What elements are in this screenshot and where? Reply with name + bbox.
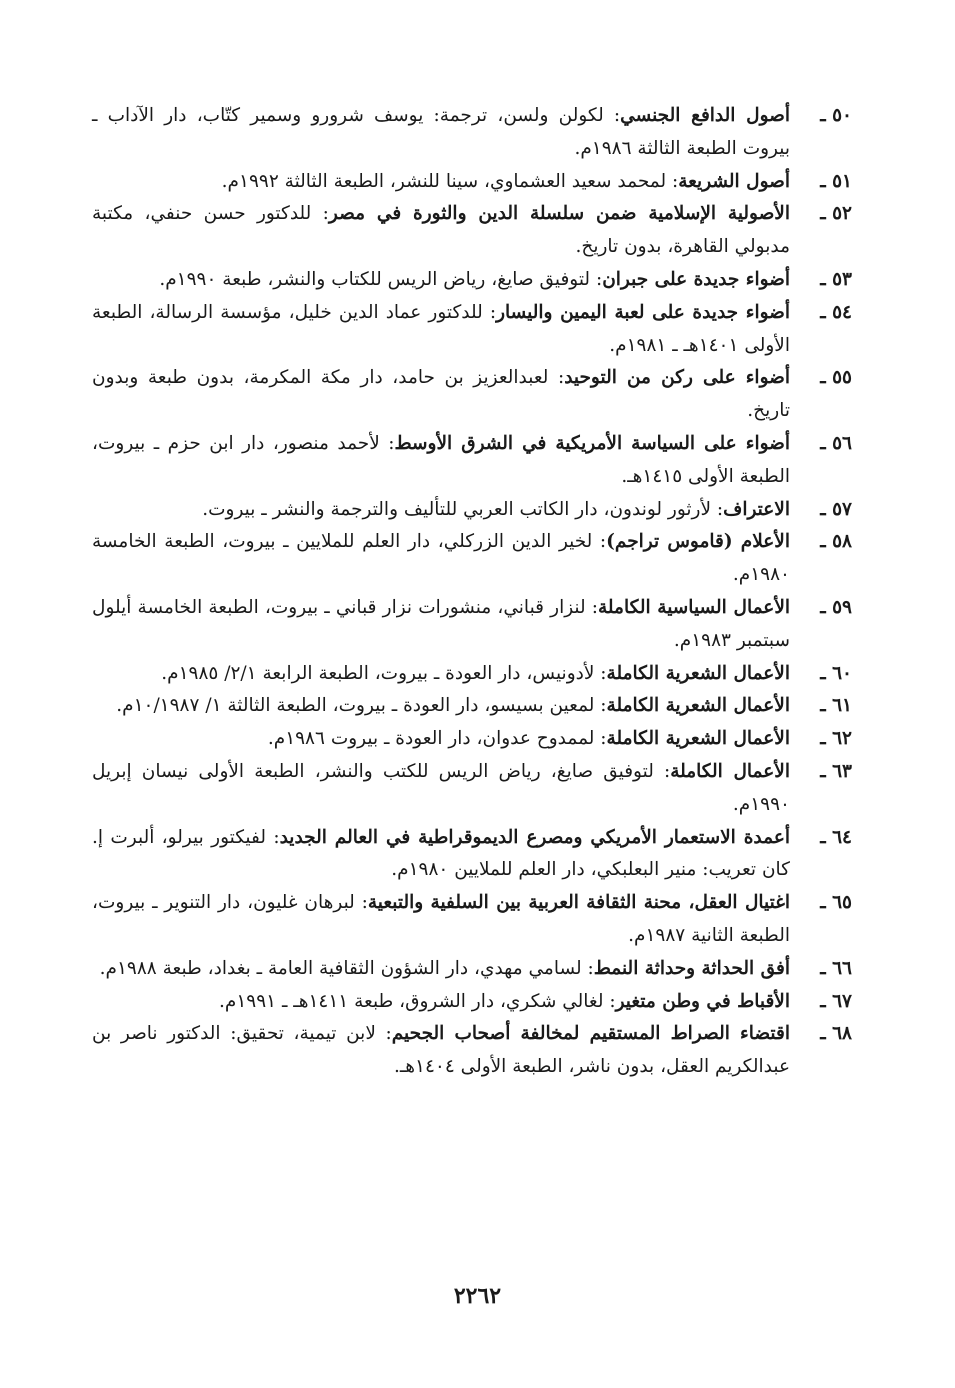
bibliography-list: [92, 100, 852, 1084]
entry-title: أفق الحداثة وحداثة النمط: [593, 957, 790, 979]
entry-title: الأعلام (قاموس تراجم): [606, 531, 790, 553]
entry-number: ٦٨ ـ: [820, 1023, 852, 1045]
entry-number: ٦٦ ـ: [820, 957, 852, 979]
entry-title: الأعمال السياسية الكاملة: [598, 596, 791, 618]
entry-title: الأصولية الإسلامية ضمن سلسلة الدين والثورة في مصر: [328, 203, 790, 225]
bibliography-entry: [92, 428, 852, 494]
entry-details: : لمعين بسيسو، دار العودة ـ بيروت، الطبعة الثالثة ١/ ١٠/١٩٨٧م.: [116, 695, 607, 717]
entry-title: الأعمال الشعرية الكاملة: [606, 662, 790, 684]
bibliography-entry: [92, 658, 852, 691]
entry-details: : لكولن ولسن، ترجمة: يوسف شرورو وسمير كتّاب، دار الآداب ـ بيروت الطبعة الثالثة ١٩٨٦م.: [92, 105, 790, 159]
entry-number: ٥٨ ـ: [820, 531, 852, 553]
bibliography-entry: [92, 362, 852, 428]
bibliography-entry: [92, 100, 852, 166]
entry-title: الاعتراف: [723, 498, 790, 520]
entry-number: ٥٠ ـ: [820, 105, 852, 126]
entry-details: : لمحمد سعيد العشماوي، سينا للنشر، الطبعة الثالثة ١٩٩٢م.: [221, 170, 679, 192]
entry-title: الأعمال الشعرية الكاملة: [606, 728, 790, 750]
entry-number: ٥٧ ـ: [820, 498, 852, 520]
bibliography-entry: [92, 264, 852, 297]
bibliography-entry: [92, 690, 852, 723]
entry-number: ٥٣ ـ: [820, 268, 852, 290]
bibliography-entry: [92, 592, 852, 658]
entry-title: أضواء على السياسة الأمريكية في الشرق الأوسط: [394, 432, 790, 454]
bibliography-entry: [92, 198, 852, 264]
bibliography-entry: [92, 887, 852, 953]
bibliography-entry: [92, 723, 852, 756]
entry-title: أصول الشريعة: [678, 170, 790, 192]
bibliography-entry: [92, 756, 852, 822]
bibliography-entry: [92, 166, 852, 199]
entry-title: اقتضاء الصراط المستقيم لمخالفة أصحاب الجحيم: [391, 1023, 790, 1045]
entry-number: ٥٦ ـ: [820, 432, 852, 454]
entry-number: ٦٠ ـ: [820, 662, 852, 684]
entry-number: ٦١ ـ: [820, 695, 852, 717]
bibliography-entry: [92, 822, 852, 888]
entry-number: ٦٥ ـ: [820, 892, 852, 914]
entry-details: : لأحمد منصور، دار ابن حزم ـ بيروت، الطبعة الأولى ١٤١٥هـ.: [92, 432, 790, 487]
bibliography-entry: [92, 986, 852, 1019]
entry-number: ٥١ ـ: [820, 170, 852, 192]
bibliography-entry: [92, 526, 852, 592]
entry-details: : لابن تيمية، تحقيق: الدكتور ناصر بن عبدالكريم العقل، بدون ناشر، الطبعة الأولى ١٤٠٤هـ.: [92, 1023, 790, 1078]
entry-number: ٦٢ ـ: [820, 728, 852, 750]
page-number: ٢٢٦٢: [453, 1283, 502, 1309]
entry-details: : لسامي مهدي، دار الشؤون الثقافية العامة ـ بغداد، طبعة ١٩٨٨م.: [99, 957, 594, 979]
entry-details: : لبرهان غليون، دار التنوير ـ بيروت، الطبعة الثانية ١٩٨٧م.: [92, 892, 790, 946]
entry-title: الأعمال الشعرية الكاملة: [606, 695, 790, 717]
bibliography-entry: [92, 297, 852, 363]
entry-details: : لعبدالعزيز بن حامد، دار مكة المكرمة، بدون طبعة وبدون تاريخ.: [92, 367, 790, 422]
entry-title: الأعمال الكاملة: [670, 760, 790, 782]
entry-number: ٦٧ ـ: [820, 990, 852, 1012]
entry-number: ٥٤ ـ: [820, 301, 852, 323]
entry-number: ٥٥ ـ: [820, 367, 852, 389]
entry-number: ٥٢ ـ: [820, 203, 852, 225]
entry-title: أصول الدافع الجنسي: [620, 105, 790, 126]
entry-details: : لتوفيق صايغ، رياض الريس للكتب والنشر، الطبعة الأولى نيسان إبريل ١٩٩٠م.: [92, 760, 790, 815]
entry-title: أضواء جديدة على جبران: [602, 268, 790, 290]
entry-title: الأقباط في وطن متغير: [615, 990, 790, 1012]
entry-details: : لأرثور لوندون، دار الكاتب العربي للتأليف والترجمة والنشر ـ بيروت.: [202, 498, 724, 520]
entry-title: اغتيال العقل، محنة الثقافة العربية بين السلفية والتبعية: [367, 892, 791, 914]
entry-details: : لنزار قباني، منشورات نزار قباني ـ بيروت، الطبعة الخامسة أيلول سبتمبر ١٩٨٣م.: [92, 596, 790, 651]
entry-number: ٥٩ ـ: [820, 596, 852, 618]
entry-title: أعمدة الاستعمار الأمريكي ومصرع الديموقراطية في العالم الجديد: [279, 826, 790, 848]
entry-number: ٦٤ ـ: [820, 826, 852, 848]
entry-details: : لتوفيق صايغ، رياض الريس للكتاب والنشر، طبعة ١٩٩٠م.: [159, 268, 603, 290]
bibliography-entry: [92, 953, 852, 986]
entry-details: : لغالي شكري، دار الشروق، طبعة ١٤١١هـ ـ ١٩٩١م.: [219, 990, 616, 1012]
entry-details: : للدكتور عماد الدين خليل، مؤسسة الرسالة، الطبعة الأولى ١٤٠١هـ ـ ١٩٨١م.: [92, 301, 790, 356]
entry-details: : لخير الدين الزركلي، دار العلم للملايين ـ بيروت، الطبعة الخامسة ١٩٨٠م.: [92, 531, 790, 586]
bibliography-entry: [92, 1018, 852, 1084]
entry-title: أضواء جديدة على لعبة اليمين واليسار: [496, 301, 790, 323]
entry-number: ٦٣ ـ: [820, 760, 852, 782]
bibliography-entry: [92, 494, 852, 527]
entry-details: : للدكتور حسن حنفي، مكتبة مدبولي القاهرة، بدون تاريخ.: [92, 203, 790, 258]
entry-title: أضواء على ركن من التوحيد: [564, 367, 790, 389]
entry-details: : لممدوح عدوان، دار العودة ـ بيروت ١٩٨٦م.: [267, 728, 607, 750]
entry-details: : لأدونيس، دار العودة ـ بيروت، الطبعة الرابعة ٢/١/ ١٩٨٥م.: [161, 662, 607, 684]
entry-details: : لفيكتور بيرلو، ألبرت إ. كان تعريب: منير البعلبكي، دار العلم للملايين ١٩٨٠م.: [92, 826, 790, 881]
